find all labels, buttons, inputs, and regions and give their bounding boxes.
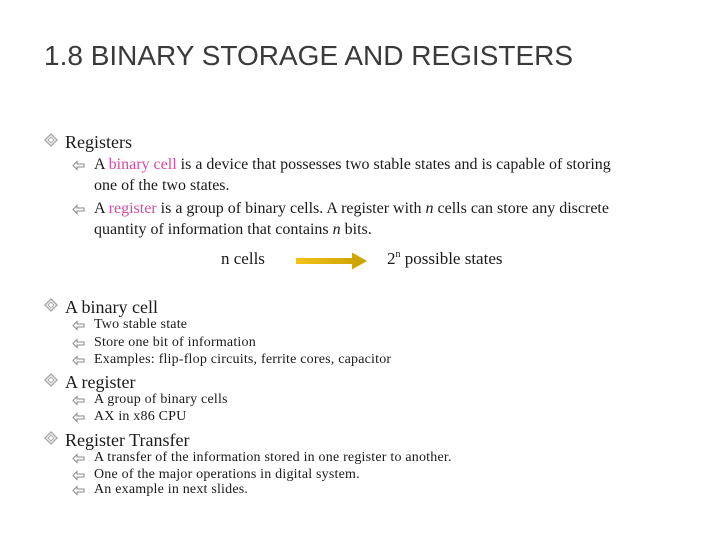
arrow-bullet-icon — [72, 412, 85, 423]
diagram-right-label — [387, 249, 503, 269]
item-text: AX in x86 CPU — [94, 409, 187, 424]
arrow-bullet-icon — [72, 338, 85, 349]
item-text: Examples: flip-flop circuits, ferrite cores, capacitor — [94, 352, 392, 367]
variable-n: n — [425, 200, 434, 217]
slide-title: 1.8 BINARY STORAGE AND REGISTERS — [44, 40, 574, 71]
item-text: Two stable state — [94, 317, 188, 332]
exponent: n — [395, 249, 401, 260]
diagram-left-label: n cells — [221, 249, 265, 268]
arrow-bullet-icon — [72, 395, 85, 406]
item-text: An example in next slides. — [94, 482, 249, 497]
text: bits. — [340, 220, 372, 238]
arrow-bullet-icon — [72, 453, 85, 464]
arrow-bullet-icon — [72, 485, 85, 496]
section-heading: A register — [65, 372, 136, 392]
arrow-bullet-icon — [72, 160, 85, 171]
text: is a device that possesses two stable states and is capable of storing one of the two states. — [94, 156, 611, 194]
text: cells can store any discrete quantity of information that contains — [94, 200, 609, 238]
base: 2 — [387, 249, 396, 268]
arrow-bullet-icon — [72, 320, 85, 331]
item-text: Store one bit of information — [94, 335, 256, 350]
item-text: A group of binary cells — [94, 392, 228, 407]
arrow-bullet-icon — [72, 204, 85, 215]
section-heading: Registers — [65, 132, 132, 152]
text: A — [94, 156, 109, 173]
item-text: One of the major operations in digital system. — [94, 467, 360, 482]
arrow-bullet-icon — [72, 470, 85, 481]
diamond-bullet-icon — [44, 298, 58, 312]
arrow-bullet-icon — [72, 355, 85, 366]
diamond-bullet-icon — [44, 373, 58, 387]
item-text: A transfer of the information stored in one register to another. — [94, 450, 452, 465]
variable-n: n — [332, 220, 341, 238]
diamond-bullet-icon — [44, 133, 58, 147]
section-heading: A binary cell — [65, 297, 158, 317]
text: A — [94, 200, 109, 217]
diamond-bullet-icon — [44, 431, 58, 445]
text: possible states — [400, 249, 503, 268]
right-arrow-icon — [296, 251, 368, 271]
term-binary-cell: binary cell — [108, 156, 177, 173]
term-register: register — [108, 200, 157, 217]
section-heading: Register Transfer — [65, 430, 190, 450]
text: is a group of binary cells. A register with — [156, 200, 426, 217]
